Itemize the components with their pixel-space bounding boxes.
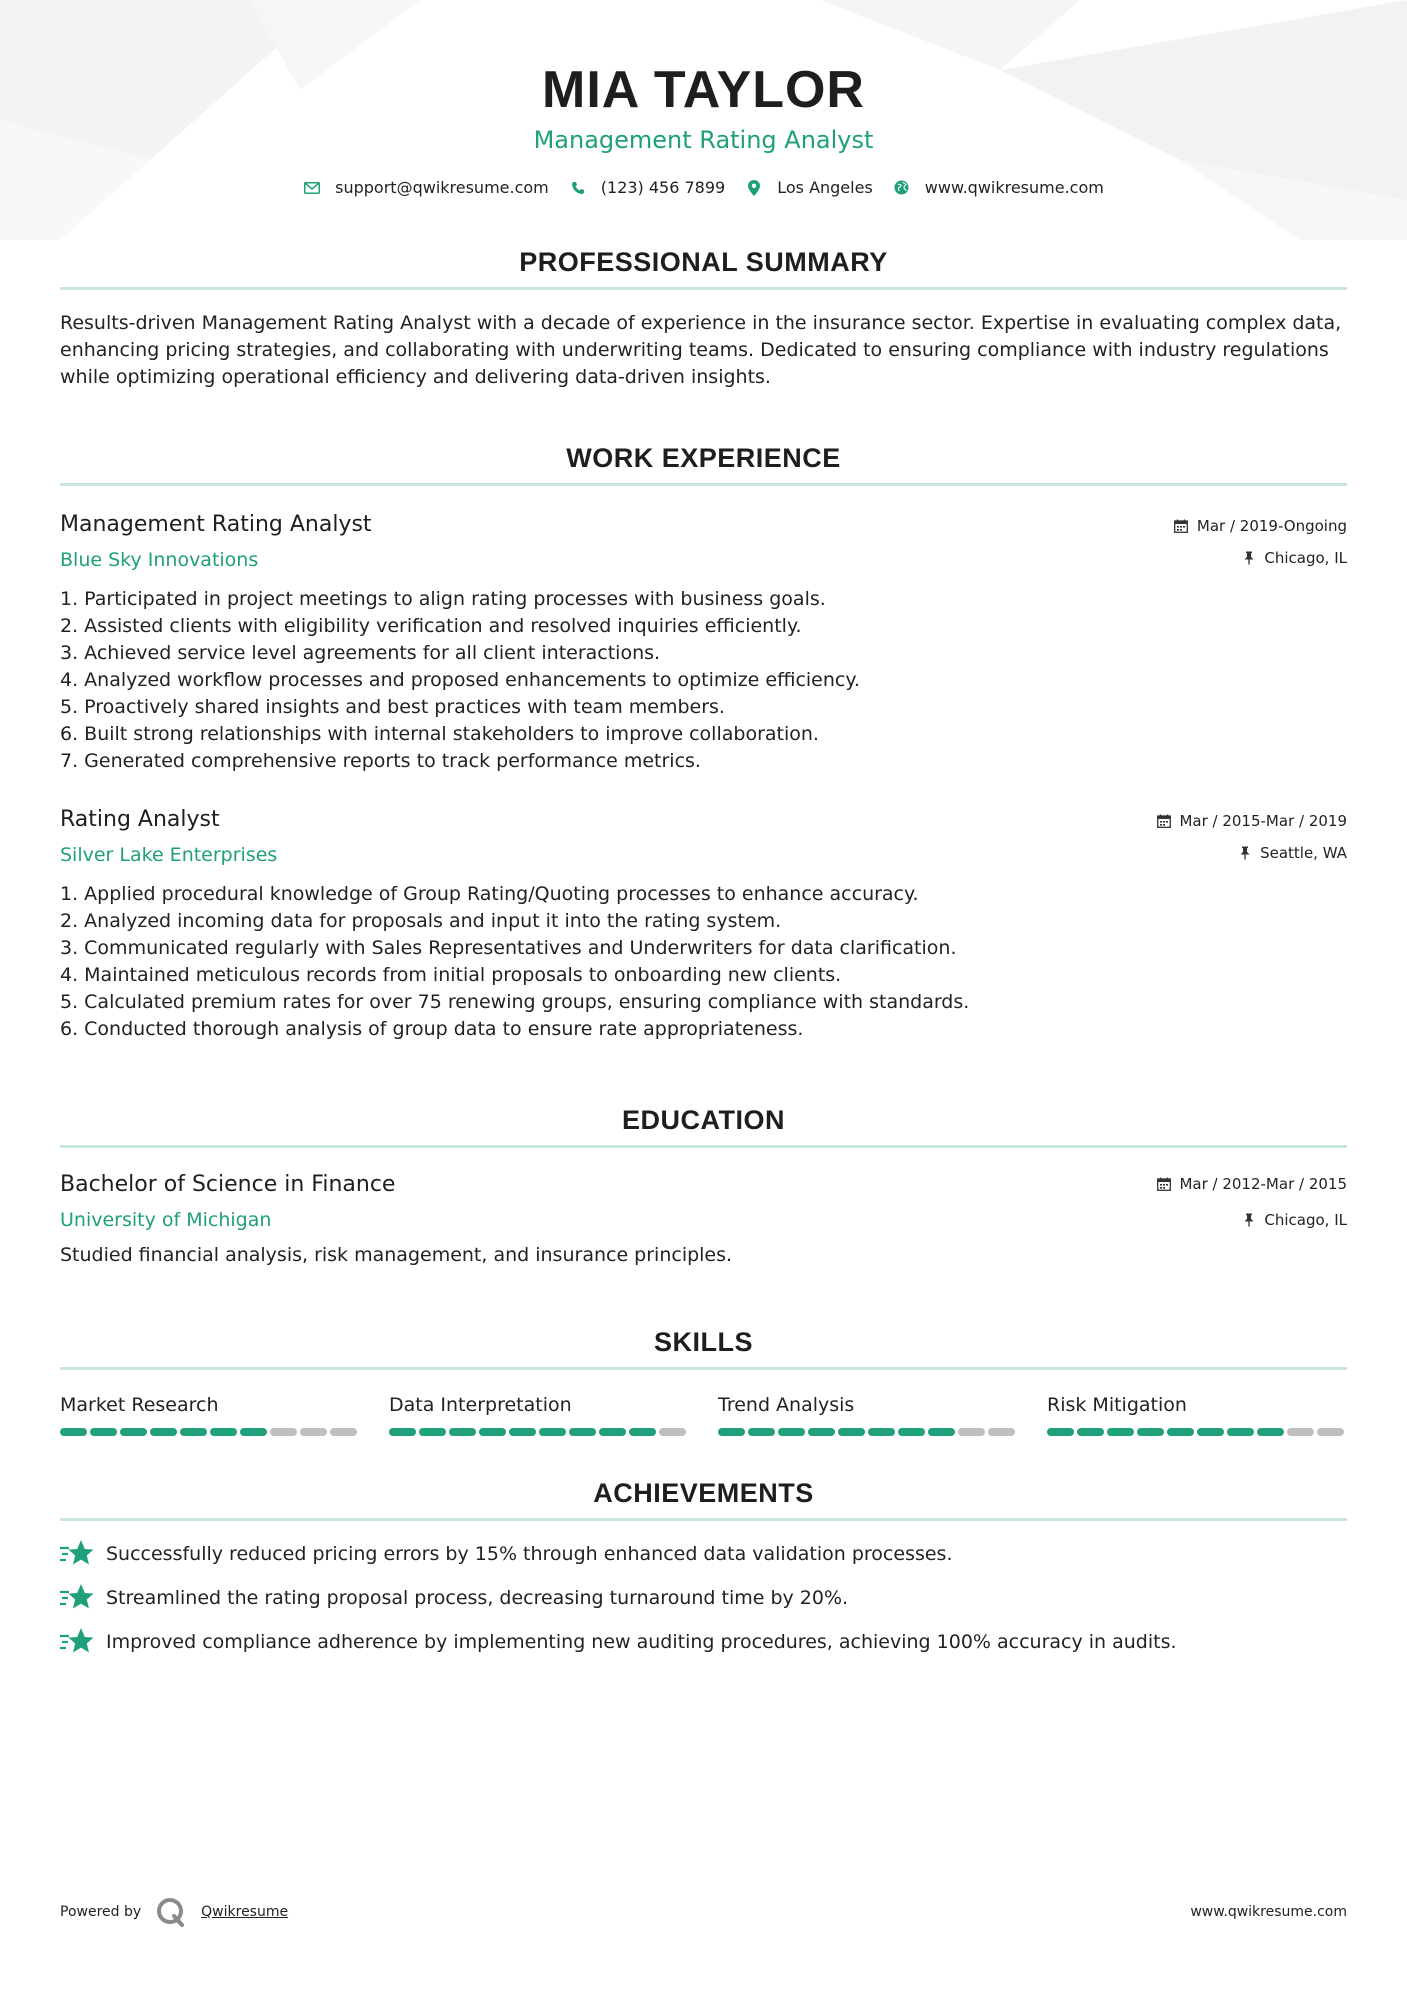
calendar-icon xyxy=(1156,1177,1171,1192)
job-entry xyxy=(60,510,1347,775)
pushpin-icon xyxy=(1237,846,1252,861)
section-divider xyxy=(60,1367,1347,1370)
skill-dot-filled xyxy=(240,1428,267,1436)
skill-dot-filled xyxy=(1167,1428,1194,1436)
skill-item xyxy=(389,1392,689,1436)
job-meta xyxy=(1156,805,1347,863)
skill-name: Data Interpretation xyxy=(389,1394,572,1416)
job-company: Silver Lake Enterprises xyxy=(60,844,278,866)
duty-item: 6. Built strong relationships with internal stakeholders to improve collaboration. xyxy=(60,723,819,745)
section-title-education: EDUCATION xyxy=(622,1105,785,1135)
achievements-section xyxy=(60,1476,1347,1657)
skill-level-meter xyxy=(718,1428,1018,1436)
achievement-text: Streamlined the rating proposal process, decreasing turnaround time by 20%. xyxy=(106,1587,849,1609)
skills-section xyxy=(60,1325,1347,1436)
section-title-experience: WORK EXPERIENCE xyxy=(566,443,841,473)
education-location: Chicago, IL xyxy=(1264,1211,1347,1229)
skill-level-meter xyxy=(1047,1428,1347,1436)
job-title: Rating Analyst xyxy=(60,807,220,832)
experience-section xyxy=(60,441,1347,1043)
skill-dot-filled xyxy=(1047,1428,1074,1436)
skill-dot-empty xyxy=(1317,1428,1344,1436)
skill-dot-empty xyxy=(659,1428,686,1436)
skill-name: Risk Mitigation xyxy=(1047,1394,1187,1416)
skill-name: Trend Analysis xyxy=(718,1394,855,1416)
contact-location xyxy=(745,178,873,197)
duty-item: 1. Applied procedural knowledge of Group Rating/Quoting processes to enhance accuracy. xyxy=(60,883,919,905)
contact-bar xyxy=(0,178,1407,197)
skill-dot-filled xyxy=(868,1428,895,1436)
skill-dot-filled xyxy=(90,1428,117,1436)
job-company: Blue Sky Innovations xyxy=(60,549,259,571)
star-icon xyxy=(60,1583,94,1613)
section-title-skills: SKILLS xyxy=(653,1327,753,1357)
skill-item xyxy=(1047,1392,1347,1436)
section-divider xyxy=(60,1518,1347,1521)
contact-phone-text: (123) 456 7899 xyxy=(600,178,726,197)
skills-grid xyxy=(60,1392,1347,1436)
summary-section xyxy=(60,245,1347,391)
pushpin-icon xyxy=(1241,1213,1256,1228)
skill-dot-empty xyxy=(988,1428,1015,1436)
skill-dot-filled xyxy=(449,1428,476,1436)
section-divider xyxy=(60,1145,1347,1148)
skill-level-meter xyxy=(60,1428,360,1436)
skill-dot-filled xyxy=(748,1428,775,1436)
summary-text: Results-driven Management Rating Analyst with a decade of experience in the insurance sector. Expertise in evaluating complex data, enhancing pricing strategies, and collaborating with underwriting teams. Dedicated to ensuring compliance with industry regulations while optimizing operational efficiency and delivering data-driven insights. xyxy=(60,312,1342,388)
skill-dot-filled xyxy=(838,1428,865,1436)
powered-by-label: Powered by xyxy=(60,1904,142,1920)
section-divider xyxy=(60,287,1347,290)
skill-dot-filled xyxy=(419,1428,446,1436)
duty-item: 7. Generated comprehensive reports to track performance metrics. xyxy=(60,750,701,772)
job-title: Management Rating Analyst xyxy=(60,512,372,537)
qwikresume-link[interactable]: Qwikresume xyxy=(201,1904,289,1920)
skill-dot-filled xyxy=(898,1428,925,1436)
achievement-item xyxy=(60,1539,1347,1569)
star-icon xyxy=(60,1539,94,1569)
job-duties xyxy=(60,586,1347,775)
pushpin-icon xyxy=(1241,551,1256,566)
skill-level-meter xyxy=(389,1428,689,1436)
job-dates: Mar / 2019-Ongoing xyxy=(1196,517,1347,535)
duty-item: 3. Achieved service level agreements for all client interactions. xyxy=(60,642,661,664)
contact-location-text: Los Angeles xyxy=(777,178,873,197)
education-entry xyxy=(60,1170,1347,1269)
education-meta xyxy=(1156,1170,1347,1230)
contact-email-text: support@qwikresume.com xyxy=(335,178,549,197)
job-location: Seattle, WA xyxy=(1260,844,1347,862)
skill-dot-empty xyxy=(300,1428,327,1436)
skill-dot-filled xyxy=(928,1428,955,1436)
achievement-item xyxy=(60,1627,1347,1657)
duty-item: 2. Analyzed incoming data for proposals and input it into the rating system. xyxy=(60,910,782,932)
skill-dot-filled xyxy=(389,1428,416,1436)
achievements-list xyxy=(60,1539,1347,1657)
skill-dot-filled xyxy=(539,1428,566,1436)
envelope-icon xyxy=(303,179,321,197)
duty-item: 5. Calculated premium rates for over 75 renewing groups, ensuring compliance with standards. xyxy=(60,991,970,1013)
skill-dot-filled xyxy=(180,1428,207,1436)
job-meta xyxy=(1174,510,1347,568)
skill-item xyxy=(718,1392,1018,1436)
skill-dot-filled xyxy=(599,1428,626,1436)
education-section xyxy=(60,1103,1347,1269)
skill-dot-empty xyxy=(330,1428,357,1436)
candidate-name: MIA TAYLOR xyxy=(542,61,865,119)
section-title-achievements: ACHIEVEMENTS xyxy=(593,1478,814,1508)
calendar-icon xyxy=(1174,519,1189,534)
skill-dot-filled xyxy=(479,1428,506,1436)
job-entry xyxy=(60,805,1347,1043)
achievement-item xyxy=(60,1583,1347,1613)
skill-dot-filled xyxy=(1107,1428,1134,1436)
skill-dot-filled xyxy=(778,1428,805,1436)
section-title-summary: PROFESSIONAL SUMMARY xyxy=(519,247,888,277)
skill-name: Market Research xyxy=(60,1394,219,1416)
skill-dot-empty xyxy=(958,1428,985,1436)
star-icon xyxy=(60,1627,94,1657)
duty-item: 5. Proactively shared insights and best practices with team members. xyxy=(60,696,725,718)
skill-dot-filled xyxy=(60,1428,87,1436)
resume-header xyxy=(0,0,1407,197)
duty-item: 1. Participated in project meetings to align rating processes with business goals. xyxy=(60,588,826,610)
footer-branding xyxy=(60,1896,288,1928)
duty-item: 4. Maintained meticulous records from initial proposals to onboarding new clients. xyxy=(60,964,842,986)
skill-dot-filled xyxy=(210,1428,237,1436)
skill-item xyxy=(60,1392,360,1436)
education-dates: Mar / 2012-Mar / 2015 xyxy=(1179,1175,1347,1193)
skill-dot-filled xyxy=(569,1428,596,1436)
duty-item: 3. Communicated regularly with Sales Representatives and Underwriters for data clarification. xyxy=(60,937,957,959)
contact-website-text: www.qwikresume.com xyxy=(924,178,1104,197)
duty-item: 2. Assisted clients with eligibility verification and resolved inquiries efficiently. xyxy=(60,615,802,637)
contact-email[interactable] xyxy=(303,178,549,197)
skill-dot-filled xyxy=(1137,1428,1164,1436)
skill-dot-empty xyxy=(270,1428,297,1436)
skill-dot-filled xyxy=(1197,1428,1224,1436)
duty-item: 6. Conducted thorough analysis of group data to ensure rate appropriateness. xyxy=(60,1018,804,1040)
education-description: Studied financial analysis, risk management, and insurance principles. xyxy=(60,1244,733,1266)
skill-dot-filled xyxy=(509,1428,536,1436)
degree-title: Bachelor of Science in Finance xyxy=(60,1172,396,1197)
achievement-text: Successfully reduced pricing errors by 15% through enhanced data validation processes. xyxy=(106,1543,953,1565)
duty-item: 4. Analyzed workflow processes and proposed enhancements to optimize efficiency. xyxy=(60,669,860,691)
section-divider xyxy=(60,483,1347,486)
page-footer xyxy=(60,1896,1347,1928)
job-dates: Mar / 2015-Mar / 2019 xyxy=(1179,812,1347,830)
skill-dot-filled xyxy=(718,1428,745,1436)
skill-dot-filled xyxy=(150,1428,177,1436)
school-name: University of Michigan xyxy=(60,1209,272,1231)
contact-phone[interactable] xyxy=(569,178,725,197)
achievement-text: Improved compliance adherence by implementing new auditing procedures, achieving 100% accuracy in audits. xyxy=(106,1631,1177,1653)
globe-icon xyxy=(893,179,911,197)
footer-website-link[interactable]: www.qwikresume.com xyxy=(1190,1904,1347,1920)
job-location: Chicago, IL xyxy=(1264,549,1347,567)
skill-dot-filled xyxy=(808,1428,835,1436)
contact-website[interactable] xyxy=(893,178,1104,197)
qwikresume-logo-icon xyxy=(155,1896,187,1928)
candidate-role: Management Rating Analyst xyxy=(533,126,874,154)
phone-icon xyxy=(569,179,587,197)
skill-dot-filled xyxy=(120,1428,147,1436)
skill-dot-filled xyxy=(1227,1428,1254,1436)
map-marker-icon xyxy=(745,179,763,197)
job-duties xyxy=(60,881,1347,1043)
skill-dot-filled xyxy=(1257,1428,1284,1436)
skill-dot-filled xyxy=(1077,1428,1104,1436)
calendar-icon xyxy=(1156,814,1171,829)
skill-dot-empty xyxy=(1287,1428,1314,1436)
skill-dot-filled xyxy=(629,1428,656,1436)
